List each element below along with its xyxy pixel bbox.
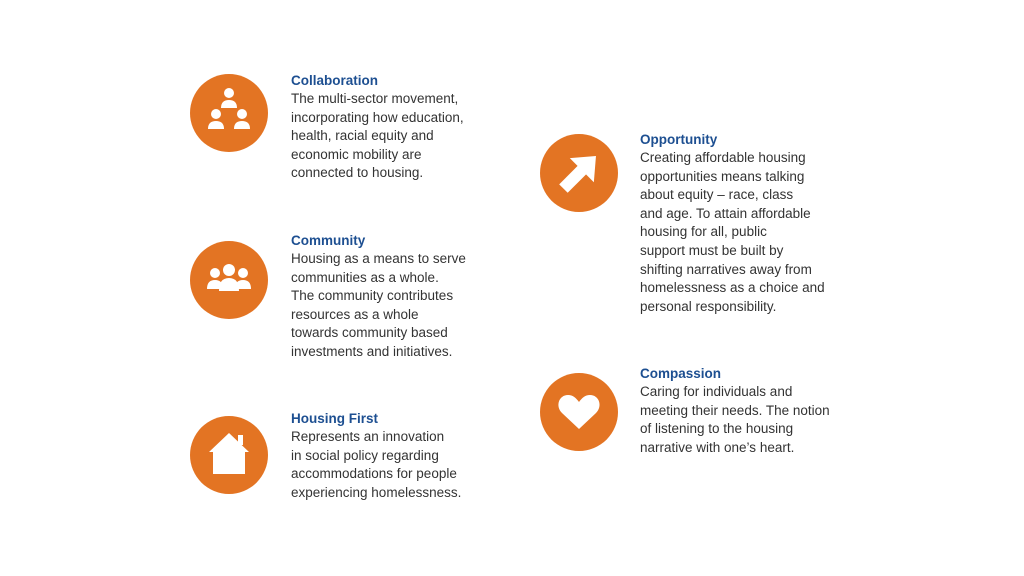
house-icon (190, 416, 268, 494)
item-title: Housing First (291, 411, 378, 426)
people-group-icon (190, 74, 268, 152)
item-title: Compassion (640, 366, 722, 381)
heart-icon (540, 373, 618, 451)
item-description: Creating affordable housing opportunities means talking about equity – race, class and age. To attain affordable housing for all, public support must be built by shifting narratives away from homelessness as a choice and personal responsibility. (640, 150, 825, 314)
community-icon (190, 241, 268, 319)
item-description: Caring for individuals and meeting their needs. The notion of listening to the housing narrative with one’s heart. (640, 384, 830, 455)
arrow-up-right-icon (540, 134, 618, 212)
item-description: The multi-sector movement, incorporating how education, health, racial equity and economic mobility are connected to housing. (291, 91, 464, 181)
item-title: Opportunity (640, 132, 718, 147)
item-description: Housing as a means to serve communities as a whole. The community contributes resources as a whole towards community based investments and initiatives. (291, 251, 466, 359)
item-title: Collaboration (291, 73, 378, 88)
item-title: Community (291, 233, 366, 248)
item-description: Represents an innovation in social policy regarding accommodations for people experiencing homelessness. (291, 429, 462, 500)
